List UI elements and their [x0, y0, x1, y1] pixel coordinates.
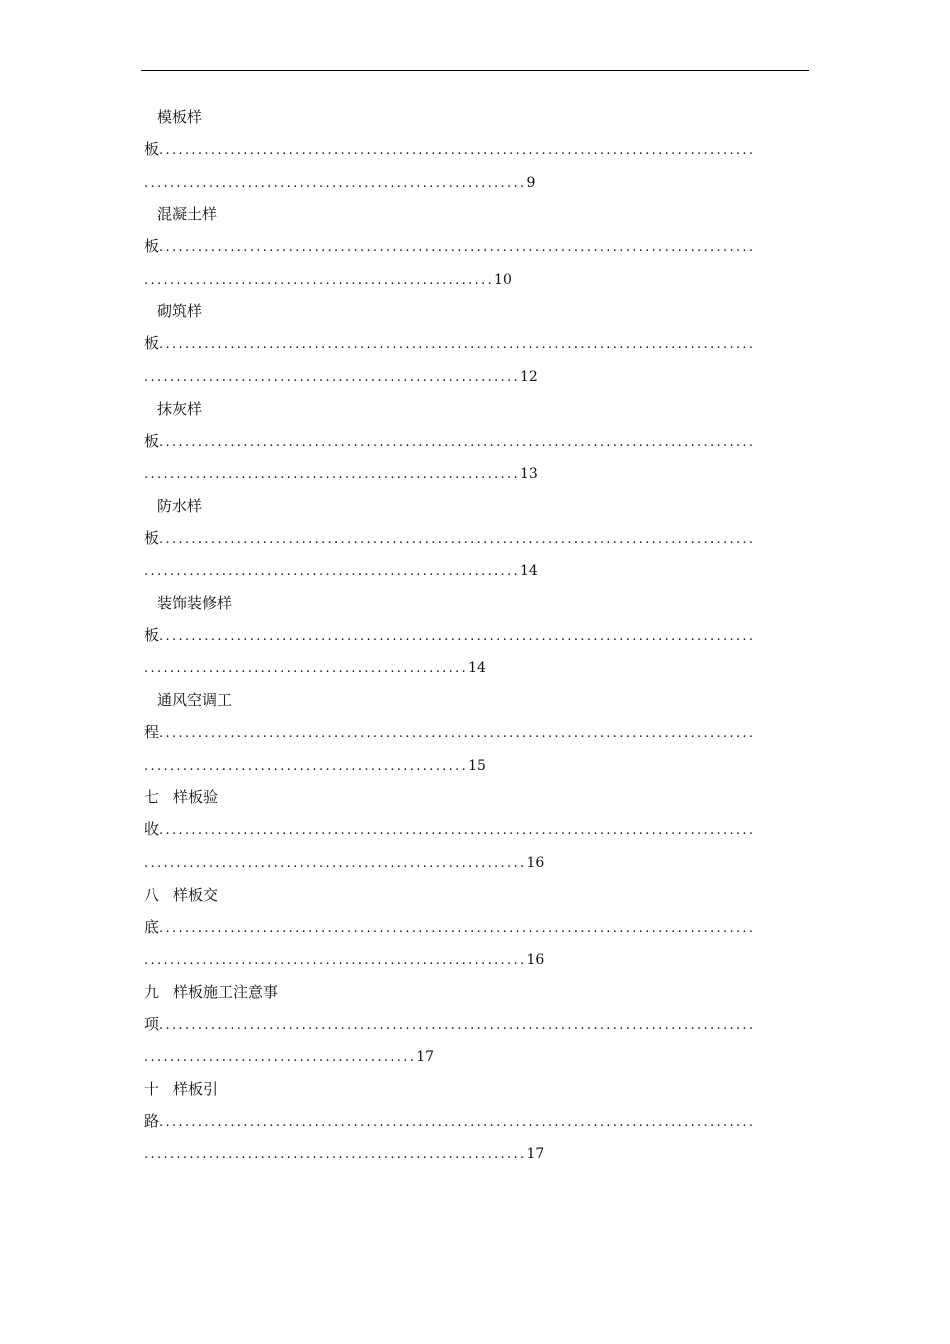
toc-entry-page-number: 10	[494, 271, 512, 288]
toc-entry-page-number: 16	[526, 952, 545, 968]
toc-entry-page-line	[144, 554, 538, 586]
toc-entry-title-line	[144, 781, 218, 813]
dot-leader: ..................................................	[144, 758, 469, 774]
toc-entry[interactable]	[144, 781, 804, 878]
toc-entry-number: 七	[144, 788, 160, 807]
toc-entry-title: 装饰装修样	[157, 593, 233, 612]
toc-entry-page-line	[144, 360, 538, 392]
toc-entry-title-line	[144, 879, 218, 911]
toc-entry-title-continuation: 板	[144, 625, 160, 644]
toc-entry[interactable]	[144, 1073, 804, 1170]
toc-entry-title: 通风空调工	[157, 691, 233, 710]
toc-entry-title: 样板验	[173, 788, 219, 807]
toc-entry-title-continuation: 板	[144, 431, 160, 450]
toc-entry-title-continuation: 底	[144, 917, 160, 936]
toc-entry-page-number: 9	[526, 174, 536, 191]
toc-entry-title: 模板样	[157, 108, 203, 126]
toc-entry-title-line	[144, 976, 278, 1008]
toc-entry-title-line	[144, 490, 202, 522]
toc-entry-title: 样板引	[173, 1079, 219, 1098]
toc-entry-title-line	[144, 295, 202, 327]
toc-entry[interactable]	[144, 490, 804, 587]
toc-entry-page-number: 14	[519, 563, 538, 580]
toc-entry-number: 九	[144, 982, 160, 1001]
toc-entry[interactable]	[144, 587, 804, 684]
dot-leader: ............................................................................................	[159, 1114, 756, 1130]
toc-entry-leader-line	[144, 230, 802, 262]
dot-leader: ............................................................................................	[159, 143, 756, 158]
toc-entry-page-line	[144, 651, 486, 683]
toc-entry-title: 防水样	[157, 496, 203, 515]
toc-entry[interactable]	[144, 198, 804, 295]
toc-entry-title-line	[144, 684, 232, 716]
dot-leader: ............................................................................................	[159, 823, 756, 839]
dot-leader: ......................................................	[144, 272, 495, 288]
dot-leader: ............................................................................................	[159, 531, 756, 547]
toc-entry-page-number: 15	[468, 757, 486, 774]
header-rule	[141, 70, 809, 71]
toc-entry[interactable]	[144, 976, 804, 1073]
toc-entry-number: 八	[144, 885, 160, 904]
toc-entry-title-line	[144, 1073, 218, 1105]
toc-entry-title-continuation: 收	[144, 820, 160, 839]
toc-entry-title: 样板施工注意事	[173, 982, 279, 1001]
toc-entry-title-continuation: 板	[144, 237, 160, 256]
dot-leader: ..........................................................	[144, 564, 520, 580]
toc-entry-leader-line	[144, 522, 802, 554]
dot-leader: ............................................................................................	[159, 240, 756, 256]
toc-entry-page-line	[144, 1040, 434, 1072]
toc-entry-title-continuation: 程	[144, 723, 160, 742]
toc-entry[interactable]	[144, 879, 804, 976]
dot-leader: ..................................................	[144, 661, 469, 677]
toc-entry-title-continuation: 板	[144, 528, 160, 547]
toc-entry-page-number: 13	[519, 466, 538, 483]
dot-leader: ..........................................................	[144, 467, 520, 483]
toc-entry-leader-line	[144, 813, 802, 845]
toc-entry-page-number: 17	[416, 1049, 435, 1066]
table-of-contents	[144, 101, 804, 1170]
toc-entry-page-number: 16	[526, 854, 545, 871]
dot-leader: ..........................................	[144, 1050, 417, 1066]
toc-entry-leader-line	[144, 1008, 802, 1040]
toc-entry-title: 抹灰样	[157, 399, 203, 418]
toc-entry[interactable]	[144, 393, 804, 490]
toc-entry-leader-line	[144, 425, 802, 457]
toc-entry-title-line	[144, 587, 232, 619]
toc-entry-title: 样板交	[173, 885, 219, 904]
dot-leader: ............................................................................................	[159, 434, 756, 450]
toc-entry-leader-line	[144, 716, 802, 748]
toc-entry-title-continuation: 板	[144, 140, 160, 158]
toc-entry-leader-line	[144, 327, 802, 359]
toc-entry-title: 混凝土样	[157, 205, 218, 224]
toc-entry-title-line	[144, 393, 202, 425]
toc-entry-leader-line	[144, 1105, 802, 1137]
dot-leader: ............................................................................................	[159, 920, 756, 936]
toc-entry-page-number: 12	[519, 368, 538, 385]
toc-entry[interactable]	[144, 684, 804, 781]
toc-entry-title-continuation: 板	[144, 334, 160, 353]
dot-leader: ............................................................................................	[159, 1017, 756, 1033]
toc-entry-page-line	[144, 749, 486, 781]
toc-entry-title-continuation: 项	[144, 1014, 160, 1033]
dot-leader: ...........................................................	[144, 855, 527, 871]
toc-entry-page-line	[144, 943, 544, 975]
toc-entry-page-line	[144, 263, 512, 295]
toc-entry-page-number: 14	[468, 660, 486, 677]
dot-leader: ...........................................................	[144, 175, 527, 191]
toc-entry-title: 砌筑样	[157, 302, 203, 321]
dot-leader: ..........................................................	[144, 369, 520, 385]
toc-entry[interactable]	[144, 101, 804, 198]
toc-entry-page-line	[144, 1137, 544, 1169]
toc-entry-leader-line	[144, 619, 802, 651]
dot-leader: ...........................................................	[144, 953, 527, 968]
toc-entry-leader-line	[144, 911, 802, 943]
dot-leader: ............................................................................................	[159, 337, 756, 353]
dot-leader: ............................................................................................	[159, 726, 756, 742]
toc-entry[interactable]	[144, 295, 804, 392]
toc-entry-page-line	[144, 166, 535, 198]
toc-entry-title-continuation: 路	[144, 1111, 160, 1130]
toc-entry-title-line	[144, 198, 217, 230]
toc-entry-leader-line	[144, 133, 802, 165]
dot-leader: ...........................................................	[144, 1147, 527, 1163]
toc-entry-page-line	[144, 846, 544, 878]
toc-entry-number: 十	[144, 1079, 160, 1098]
toc-entry-page-line	[144, 457, 538, 489]
dot-leader: ............................................................................................	[159, 628, 756, 644]
toc-entry-page-number: 17	[526, 1146, 545, 1163]
toc-entry-title-line	[144, 101, 202, 133]
